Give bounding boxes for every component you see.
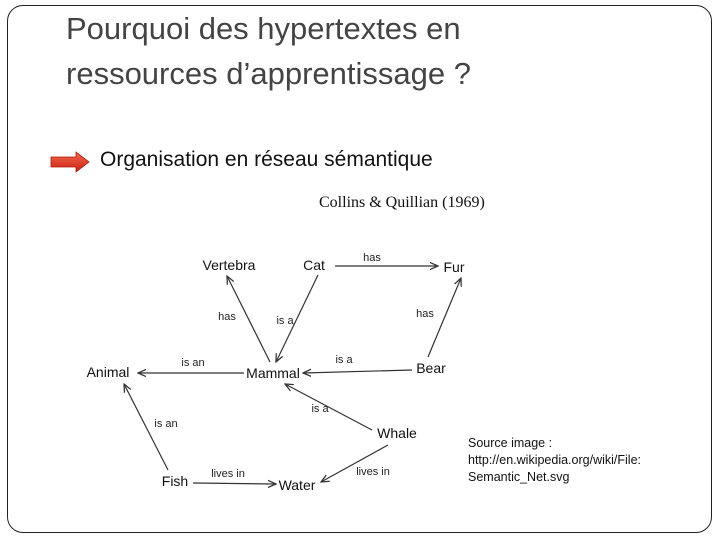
edge-label-fish-to-water: lives in <box>211 468 245 480</box>
source-line-3: Semantic_Net.svg <box>468 470 570 484</box>
node-bear: Bear <box>416 360 446 376</box>
title-line-2: ressources d’apprentissage ? <box>66 56 471 91</box>
source-line-2: http://en.wikipedia.org/wiki/File: <box>468 453 641 467</box>
node-cat: Cat <box>303 257 325 273</box>
edge-label-bear-to-mammal: is a <box>335 354 353 366</box>
node-animal: Animal <box>86 364 130 380</box>
edge-fish-to-water <box>193 483 276 484</box>
edge-label-fish-to-animal: is an <box>154 418 178 430</box>
edge-bear-to-mammal <box>303 370 412 373</box>
nodes-layer <box>87 257 465 493</box>
node-whale: Whale <box>377 425 417 441</box>
node-water: Water <box>278 477 316 493</box>
node-fish: Fish <box>161 473 189 489</box>
node-fur: Fur <box>443 259 465 275</box>
edge-label-mammal-to-vertebra: has <box>218 311 236 323</box>
node-vertebra: Vertebra <box>202 257 256 273</box>
edge-label-bear-to-fur: has <box>416 308 434 320</box>
node-mammal: Mammal <box>246 365 300 381</box>
edge-label-whale-to-mammal: is a <box>311 403 329 415</box>
edge-label-cat-to-fur: has <box>363 252 381 264</box>
edge-label-cat-to-mammal: is a <box>276 315 294 327</box>
citation: Collins & Quillian (1969) <box>319 194 485 211</box>
edge-label-mammal-to-animal: is an <box>181 357 205 369</box>
title-line-1: Pourquoi des hypertextes en <box>66 11 461 46</box>
source-line-1: Source image : <box>468 436 553 450</box>
source-note <box>468 435 641 486</box>
edge-label-whale-to-water: lives in <box>356 466 390 478</box>
bullet-text: Organisation en réseau sémantique <box>100 148 433 171</box>
